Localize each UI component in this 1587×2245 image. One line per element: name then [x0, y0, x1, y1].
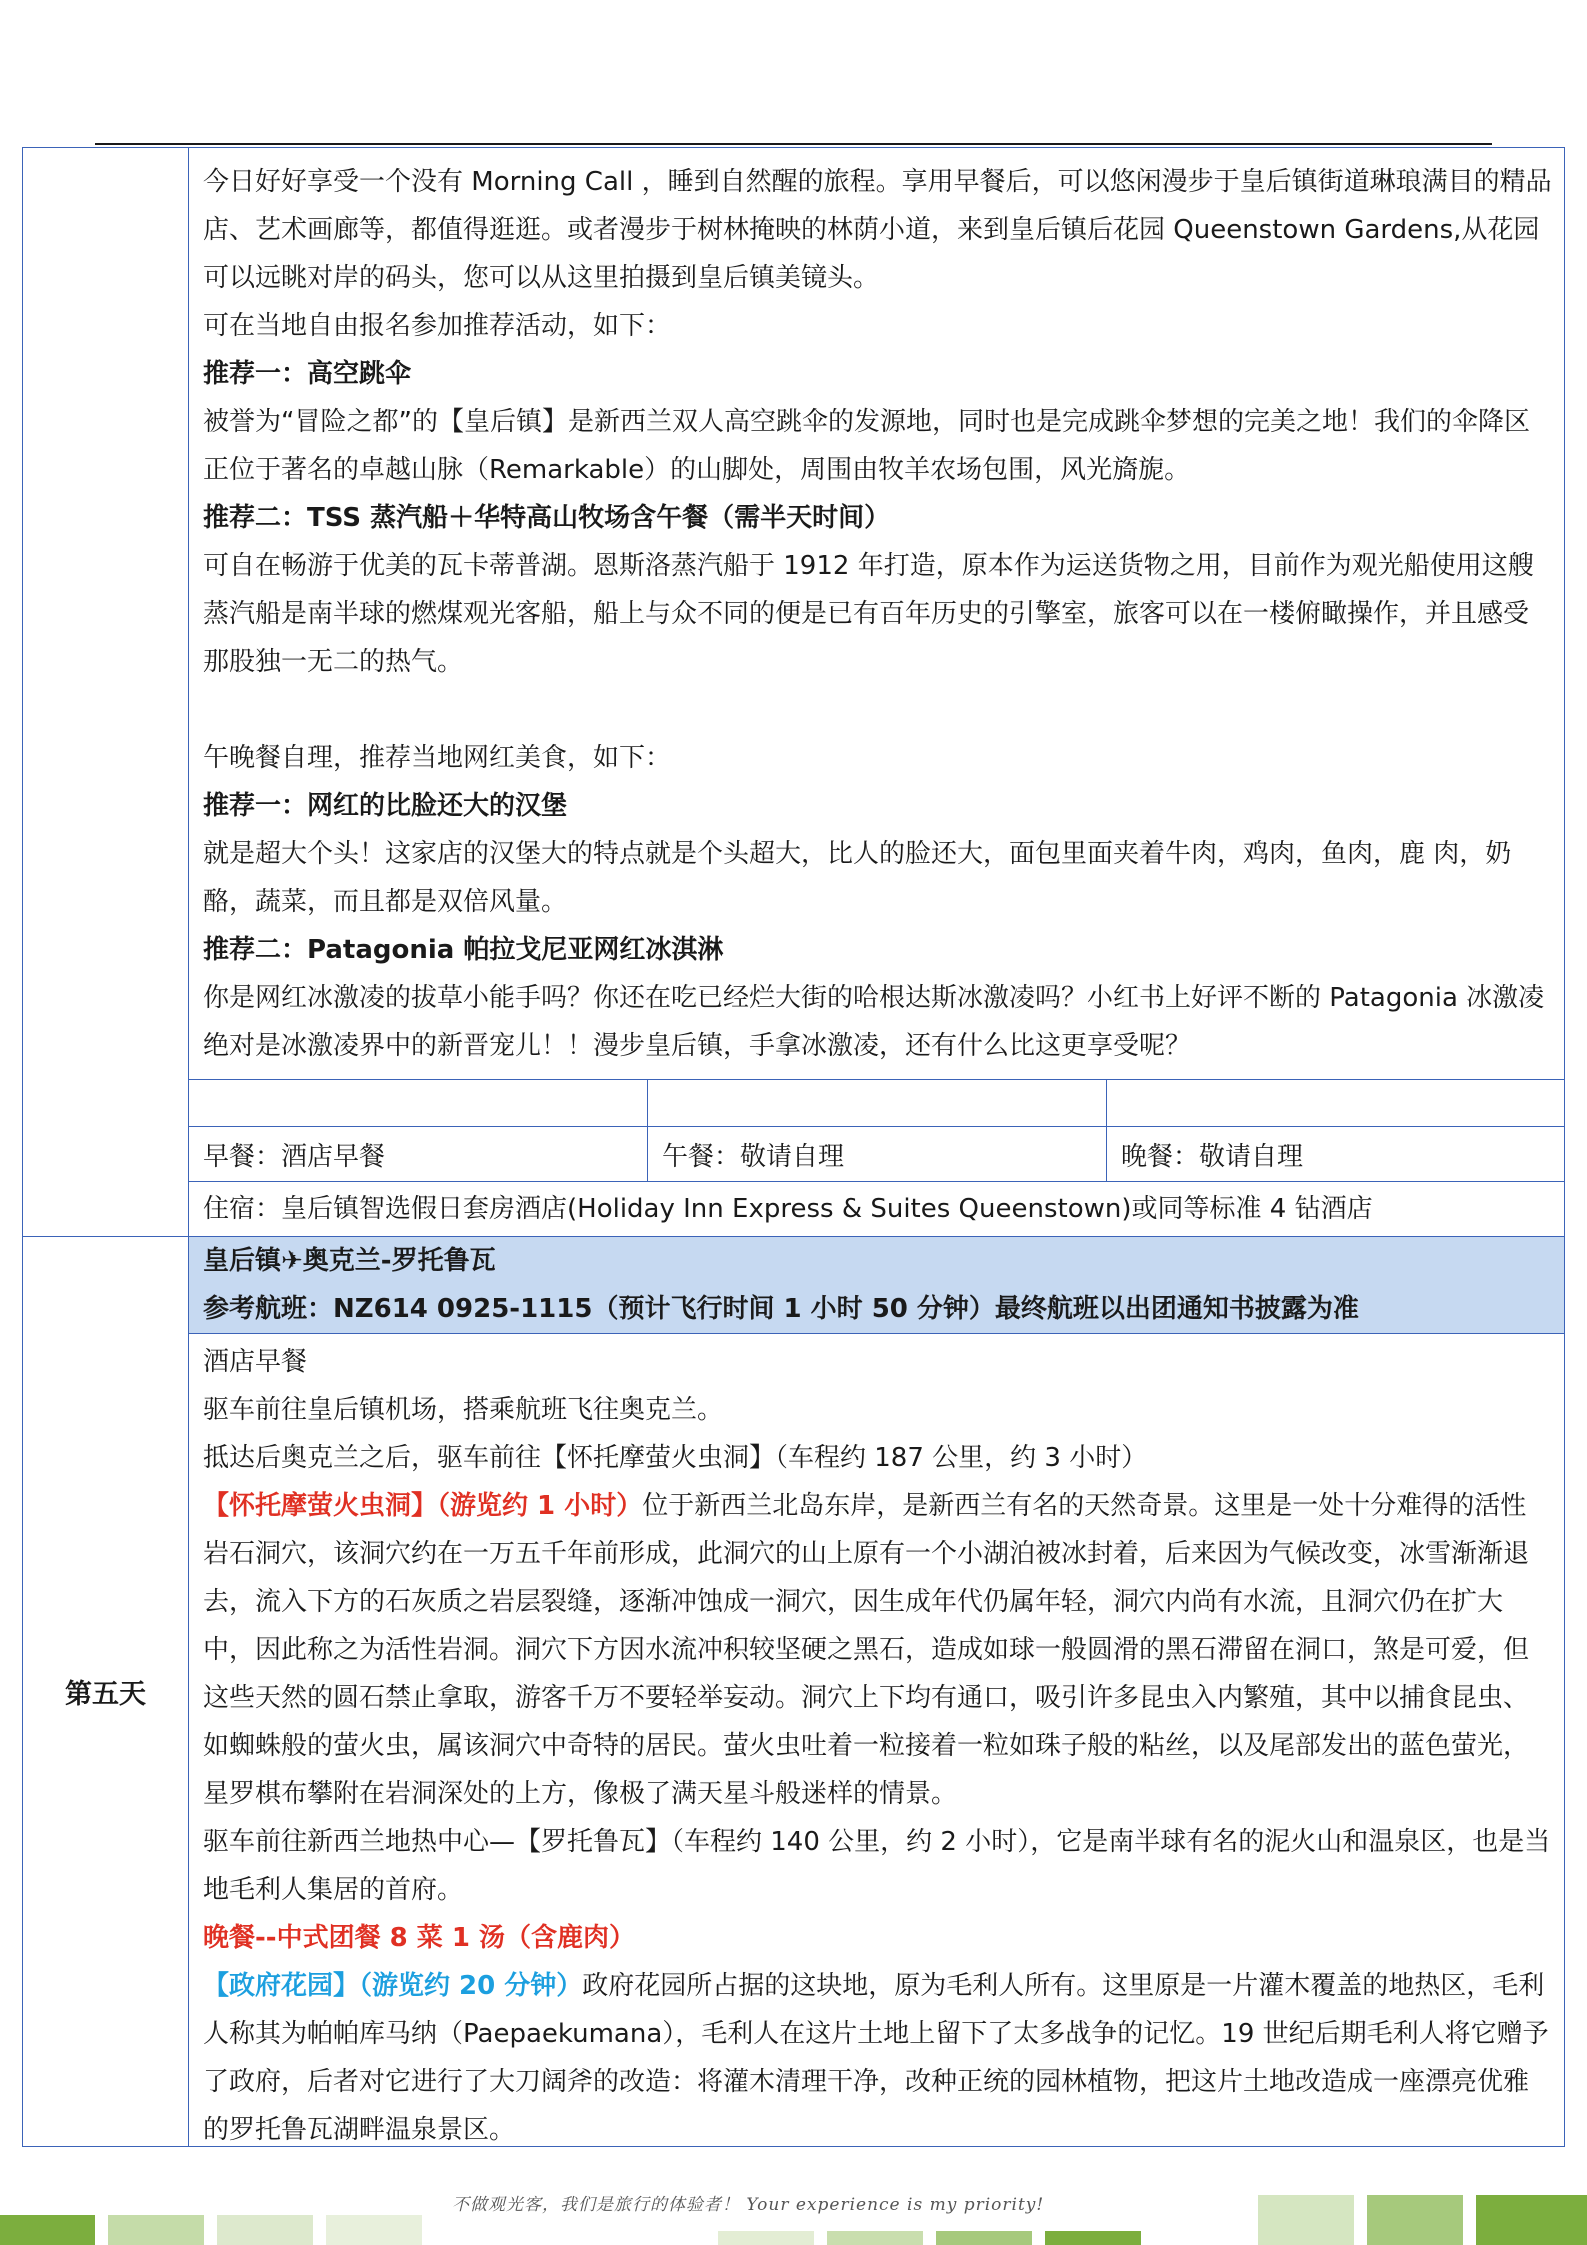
footer-block [217, 2215, 313, 2245]
day6-drive-cave: 抵达后奥克兰之后，驱车前往【怀托摩萤火虫洞】（车程约 187 公里，约 3 小时） [203, 1443, 1148, 1473]
day5-rec2-text: 可自在畅游于优美的瓦卡蒂普湖。恩斯洛蒸汽船于 1912 年打造，原本作为运送货物之用，目前作为观光船使用这艘蒸汽船是南半球的燃煤观光客船，船上与众不同的便是已有百年历史的引擎室，旅客可以在一楼俯瞰操作，并且感受那股独一无二的热气。 [203, 551, 1534, 677]
day6-cave-paragraph [203, 1482, 1552, 1818]
day6-cave-title: 【怀托摩萤火虫洞】（游览约 1 小时） [203, 1491, 643, 1521]
day-label-cell [23, 1237, 189, 2147]
empty-cell [1107, 1080, 1565, 1127]
day5-rec2-title: 推荐二：TSS 蒸汽船＋华特高山牧场含午餐（需半天时间） [203, 503, 891, 533]
day5-breakfast: 早餐：酒店早餐 [189, 1127, 648, 1182]
itinerary-table [22, 147, 1565, 2147]
footer-block [1367, 2195, 1463, 2245]
day5-intro: 今日好好享受一个没有 Morning Call ，睡到自然醒的旅程。享用早餐后，可以悠闲漫步于皇后镇街道琳琅满目的精品店、艺术画廊等，都值得逛逛。或者漫步于树林掩映的林荫小道，来到皇后镇后花园 Queenstown Gardens,从花园可以远眺对岸的码头，您可以从这里拍摄到皇后镇美镜头。 [203, 167, 1552, 293]
day6-garden-title: 【政府花园】（游览约 20 分钟） [203, 1971, 583, 2001]
empty-cell [648, 1080, 1107, 1127]
day-label: 第五天 [65, 1679, 146, 1710]
day6-route-header [189, 1237, 1565, 1334]
day5-lunch: 午餐：敬请自理 [648, 1127, 1107, 1182]
day6-garden-text: 政府花园所占据的这块地，原为毛利人所有。这里原是一片灌木覆盖的地热区，毛利人称其为帕帕库马纳（Paepaekumana），毛利人在这片土地上留下了太多战争的记忆。19 世纪后期毛利人将它赠予了政府，后者对它进行了大刀阔斧的改造：将灌木清理干净，改种正统的园林植物，把这片土地改造成一座漂亮优雅的罗托鲁瓦湖畔温泉景区。 [203, 1971, 1549, 2145]
day5-food2-text: 你是网红冰激凌的拔草小能手吗？你还在吃已经烂大街的哈根达斯冰激凌吗？小红书上好评不断的 Patagonia 冰激凌绝对是冰激凌界中的新晋宠儿！！漫步皇后镇，手拿冰激凌，还有什么比这更享受呢？ [203, 983, 1545, 1061]
day6-cave-text: 位于新西兰北岛东岸，是新西兰有名的天然奇景。这里是一处十分难得的活性岩石洞穴，该洞穴约在一万五千年前形成，此洞穴的山上原有一个小湖泊被冰封着，后来因为气候改变，冰雪渐渐退去，流入下方的石灰质之岩层裂缝，逐渐冲蚀成一洞穴，因生成年代仍属年轻，洞穴内尚有水流，且洞穴仍在扩大中，因此称之为活性岩洞。洞穴下方因水流冲积较坚硬之黑石，造成如球一般圆滑的黑石滞留在洞口，煞是可爱，但这些天然的圆石禁止拿取，游客千万不要轻举妄动。洞穴上下均有通口，吸引许多昆虫入内繁殖，其中以捕食昆虫、如蜘蛛般的萤火虫，属该洞穴中奇特的居民。萤火虫吐着一粒接着一粒如珠子般的粘丝，以及尾部发出的蓝色萤光，星罗棋布攀附在岩洞深处的上方，像极了满天星斗般迷样的情景。 [203, 1491, 1530, 1809]
footer-block [326, 2215, 422, 2245]
header-rule [95, 143, 1492, 145]
day5-rec1-text: 被誉为“冒险之都”的【皇后镇】是新西兰双人高空跳伞的发源地，同时也是完成跳伞梦想的完美之地！我们的伞降区正位于著名的卓越山脉（Remarkable）的山脚处，周围由牧羊农场包围，风光旖旎。 [203, 407, 1530, 485]
day5-hotel: 住宿：皇后镇智选假日套房酒店(Holiday Inn Express & Suites Queenstown)或同等标准 4 钻酒店 [189, 1182, 1565, 1237]
day5-food1-title: 推荐一：网红的比脸还大的汉堡 [203, 791, 568, 821]
day5-dinner: 晚餐：敬请自理 [1107, 1127, 1565, 1182]
footer-block [0, 2215, 95, 2245]
day6-drive-rotorua: 驱车前往新西兰地热中心—【罗托鲁瓦】（车程约 140 公里，约 2 小时），它是南半球有名的泥火山和温泉区，也是当地毛利人集居的首府。 [203, 1827, 1551, 1905]
day5-content [189, 148, 1565, 1080]
footer-block [1258, 2195, 1354, 2245]
empty-cell [189, 1080, 648, 1127]
footer-block [1045, 2231, 1141, 2245]
day5-food2-title: 推荐二：Patagonia 帕拉戈尼亚网红冰淇淋 [203, 935, 724, 965]
day6-dinner: 晚餐--中式团餐 8 菜 1 汤（含鹿肉） [203, 1923, 635, 1953]
day6-route: 皇后镇✈奥克兰-罗托鲁瓦 [203, 1246, 496, 1276]
day5-rec1-title: 推荐一：高空跳伞 [203, 359, 412, 389]
day6-airport: 驱车前往皇后镇机场，搭乘航班飞往奥克兰。 [203, 1395, 724, 1425]
footer-block [936, 2231, 1032, 2245]
day6-content [189, 1334, 1565, 2147]
footer-block [108, 2215, 204, 2245]
day5-food1-text: 就是超大个头！这家店的汉堡大的特点就是个头超大，比人的脸还大，面包里面夹着牛肉，鸡肉，鱼肉，鹿 肉，奶酪，蔬菜，而且都是双倍风量。 [203, 839, 1512, 917]
day5-label-cell [23, 148, 189, 1237]
day6-breakfast: 酒店早餐 [203, 1347, 308, 1377]
day5-activities-intro: 可在当地自由报名参加推荐活动，如下： [203, 311, 672, 341]
footer-block [827, 2231, 923, 2245]
footer-block [718, 2231, 814, 2245]
footer-slogan: 不做观光客，我们是旅行的体验者！ Your experience is my priority! [452, 2195, 1045, 2215]
day6-flight: 参考航班：NZ614 0925-1115（预计飞行时间 1 小时 50 分钟）最终航班以出团通知书披露为准 [203, 1294, 1359, 1324]
footer-block [1476, 2195, 1587, 2245]
day6-garden-paragraph [203, 1962, 1552, 2154]
day5-food-intro: 午晚餐自理，推荐当地网红美食，如下： [203, 743, 672, 773]
spacer [203, 686, 1552, 734]
